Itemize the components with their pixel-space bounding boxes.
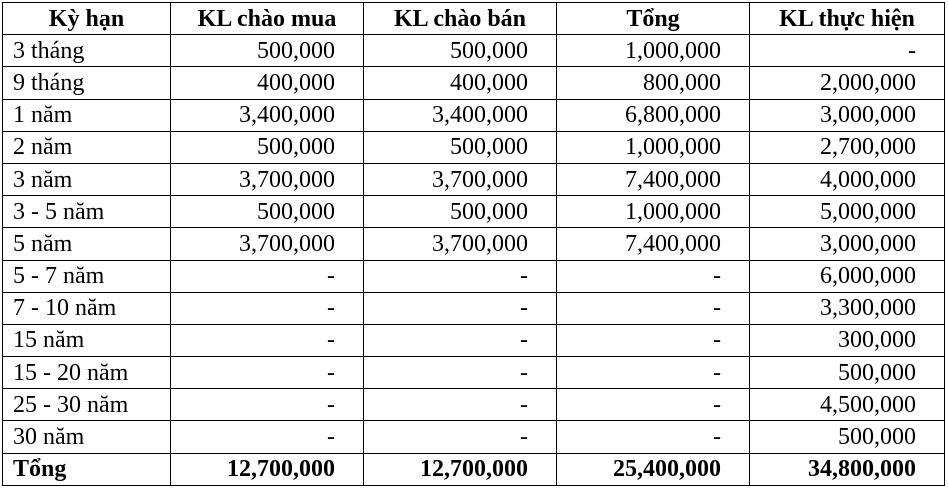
bond-volume-table: [2, 2, 945, 486]
ask-cell: -: [364, 292, 557, 324]
table-row: [3, 163, 945, 195]
executed-cell: 3,300,000: [750, 292, 945, 324]
total-cell: -: [557, 324, 750, 356]
term-cell: 3 năm: [3, 163, 171, 195]
ask-cell: -: [364, 421, 557, 453]
term-cell: 3 tháng: [3, 35, 171, 67]
bid-cell: -: [171, 324, 364, 356]
ask-cell: -: [364, 357, 557, 389]
bid-cell: 3,400,000: [171, 99, 364, 131]
bid-cell: 400,000: [171, 67, 364, 99]
total-cell: -: [557, 260, 750, 292]
table-row: [3, 324, 945, 356]
ask-cell: 500,000: [364, 35, 557, 67]
header-total: Tổng: [557, 3, 750, 35]
ask-cell: 500,000: [364, 196, 557, 228]
table-row: [3, 35, 945, 67]
bid-cell: -: [171, 389, 364, 421]
total-cell: 800,000: [557, 67, 750, 99]
bid-cell: 500,000: [171, 196, 364, 228]
total-cell: 7,400,000: [557, 228, 750, 260]
executed-cell: 3,000,000: [750, 99, 945, 131]
term-cell: 15 - 20 năm: [3, 357, 171, 389]
term-cell: 25 - 30 năm: [3, 389, 171, 421]
executed-cell: 4,500,000: [750, 389, 945, 421]
ask-cell: -: [364, 324, 557, 356]
table-row: [3, 131, 945, 163]
ask-cell: 3,400,000: [364, 99, 557, 131]
executed-cell: 2,000,000: [750, 67, 945, 99]
executed-cell: 300,000: [750, 324, 945, 356]
total-total-cell: 25,400,000: [557, 453, 750, 485]
bid-cell: 3,700,000: [171, 163, 364, 195]
total-cell: 1,000,000: [557, 196, 750, 228]
header-ask-volume: KL chào bán: [364, 3, 557, 35]
bid-cell: -: [171, 260, 364, 292]
ask-cell: 3,700,000: [364, 228, 557, 260]
term-cell: 5 năm: [3, 228, 171, 260]
term-cell: 2 năm: [3, 131, 171, 163]
term-cell: 1 năm: [3, 99, 171, 131]
bid-cell: -: [171, 357, 364, 389]
total-cell: -: [557, 421, 750, 453]
table-row: [3, 421, 945, 453]
total-cell: 1,000,000: [557, 35, 750, 67]
bid-cell: 3,700,000: [171, 228, 364, 260]
header-bid-volume: KL chào mua: [171, 3, 364, 35]
bid-cell: 500,000: [171, 131, 364, 163]
executed-cell: 2,700,000: [750, 131, 945, 163]
table-row: [3, 67, 945, 99]
table-row: [3, 228, 945, 260]
term-cell: 9 tháng: [3, 67, 171, 99]
bid-cell: -: [171, 421, 364, 453]
header-executed-volume: KL thực hiện: [750, 3, 945, 35]
ask-cell: 500,000: [364, 131, 557, 163]
ask-cell: -: [364, 260, 557, 292]
ask-cell: -: [364, 389, 557, 421]
table-row: [3, 99, 945, 131]
ask-cell: 400,000: [364, 67, 557, 99]
term-cell: 7 - 10 năm: [3, 292, 171, 324]
executed-cell: 5,000,000: [750, 196, 945, 228]
table-row: [3, 260, 945, 292]
header-term: Kỳ hạn: [3, 3, 171, 35]
total-cell: 1,000,000: [557, 131, 750, 163]
ask-cell: 3,700,000: [364, 163, 557, 195]
total-cell: -: [557, 389, 750, 421]
bid-cell: 500,000: [171, 35, 364, 67]
total-ask-cell: 12,700,000: [364, 453, 557, 485]
total-bid-cell: 12,700,000: [171, 453, 364, 485]
term-cell: 3 - 5 năm: [3, 196, 171, 228]
total-cell: 7,400,000: [557, 163, 750, 195]
total-executed-cell: 34,800,000: [750, 453, 945, 485]
executed-cell: 3,000,000: [750, 228, 945, 260]
total-row: [3, 453, 945, 485]
term-cell: 5 - 7 năm: [3, 260, 171, 292]
executed-cell: 6,000,000: [750, 260, 945, 292]
total-cell: -: [557, 292, 750, 324]
total-label: Tổng: [3, 453, 171, 485]
table-row: [3, 292, 945, 324]
total-cell: 6,800,000: [557, 99, 750, 131]
bid-cell: -: [171, 292, 364, 324]
table-row: [3, 196, 945, 228]
table-row: [3, 389, 945, 421]
executed-cell: -: [750, 35, 945, 67]
executed-cell: 4,000,000: [750, 163, 945, 195]
term-cell: 15 năm: [3, 324, 171, 356]
header-row: [3, 3, 945, 35]
executed-cell: 500,000: [750, 357, 945, 389]
total-cell: -: [557, 357, 750, 389]
executed-cell: 500,000: [750, 421, 945, 453]
term-cell: 30 năm: [3, 421, 171, 453]
table-row: [3, 357, 945, 389]
